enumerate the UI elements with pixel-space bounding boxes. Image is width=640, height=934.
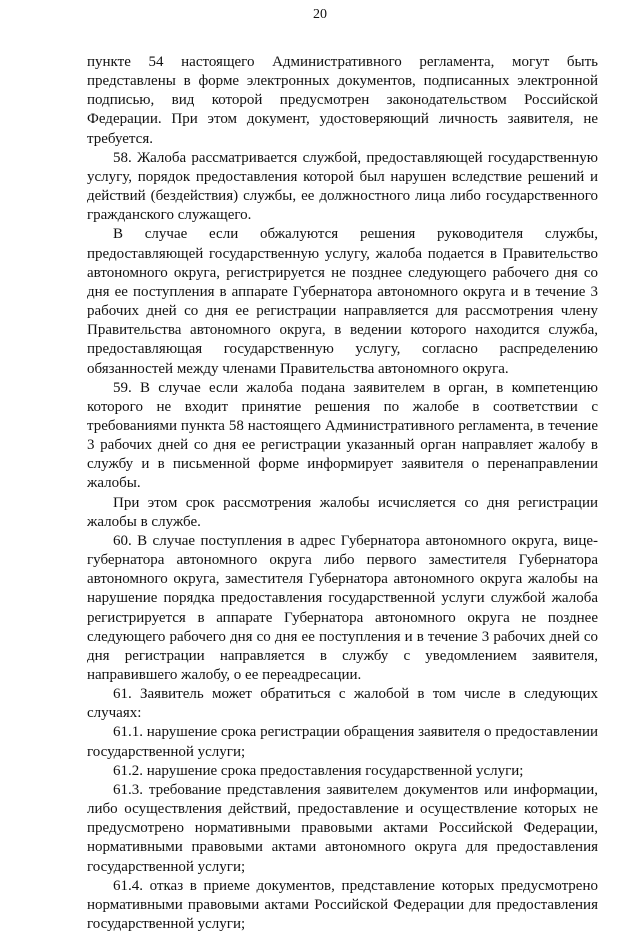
paragraph-continuation: пункте 54 настоящего Административного регламента, могут быть представлены в форме электронных документов, подписанных электронной подписью, вид которой предусмотрен законодательством Российской Федерации. При этом документ, удостоверяющий личность заявителя, не требуется. (87, 54, 598, 147)
paragraph-59-term: При этом срок рассмотрения жалобы исчисляется со дня регистрации жалобы в службе. (87, 494, 598, 530)
paragraph-61-3: 61.3. требование представления заявителем документов или информации, либо осуществления действий, предоставление и осуществление которых не предусмотрено нормативными правовыми актами Российской Федерации, нормативными правовыми актами автономного округа для предоставления государственной услуги; (87, 781, 598, 875)
paragraph-61: 61. Заявитель может обратиться с жалобой в том числе в следующих случаях: (87, 686, 598, 722)
paragraph-60: 60. В случае поступления в адрес Губернатора автономного округа, вице-губернатора автономного округа либо первого заместителя Губернатора автономного округа, заместителя Губернатора автономного округа жалобы на нарушение порядка предоставления государственной услуги службой жалоба регистрируется в аппарате Губернатора автономного округа не позднее следующего рабочего дня со дня ее поступления и в течение 3 рабочих дней со дня регистрации направляется в службу с уведомлением заявителя, направившего жалобу, о ее переадресации. (87, 532, 598, 683)
paragraph-61-2: 61.2. нарушение срока предоставления государственной услуги; (113, 762, 524, 779)
paragraph-58: 58. Жалоба рассматривается службой, предоставляющей государственную услугу, порядок предоставления которой был нарушен вследствие решений и действий (бездействия) службы, ее должностного лица либо государственного гражданского служащего. (87, 149, 598, 224)
paragraph-59: 59. В случае если жалоба подана заявителем в орган, в компетенцию которого не входит принятие решения по жалобе в соответствии с требованиями пункта 58 настоящего Административного регламента, в течение 3 рабочих дней со дня ее регистрации указанный орган направляет жалобу в службу и в письменной форме информирует заявителя о перенаправлении жалобы. (87, 379, 598, 492)
paragraph-58-appeal-head: В случае если обжалуются решения руководителя службы, предоставляющей государственную услугу, жалоба подается в Правительство автономного округа, регистрируется не позднее следующего рабочего дня со дня ее поступления в аппарате Губернатора автономного округа и в течение 3 рабочих дней со дня ее регистрации направляется для рассмотрения члену Правительства автономного округа, в ведении которого находится служба, предоставляющая государственную услугу, согласно распределению обязанностей между членами Правительства автономного округа. (87, 226, 598, 377)
paragraph-61-1: 61.1. нарушение срока регистрации обращения заявителя о предоставлении государственной услуги; (87, 724, 598, 760)
page-number: 20 (313, 7, 327, 22)
document-body (87, 53, 598, 934)
paragraph-61-4: 61.4. отказ в приеме документов, представление которых предусмотрено нормативными правовыми актами Российской Федерации для предоставления государственной услуги; (87, 877, 598, 933)
